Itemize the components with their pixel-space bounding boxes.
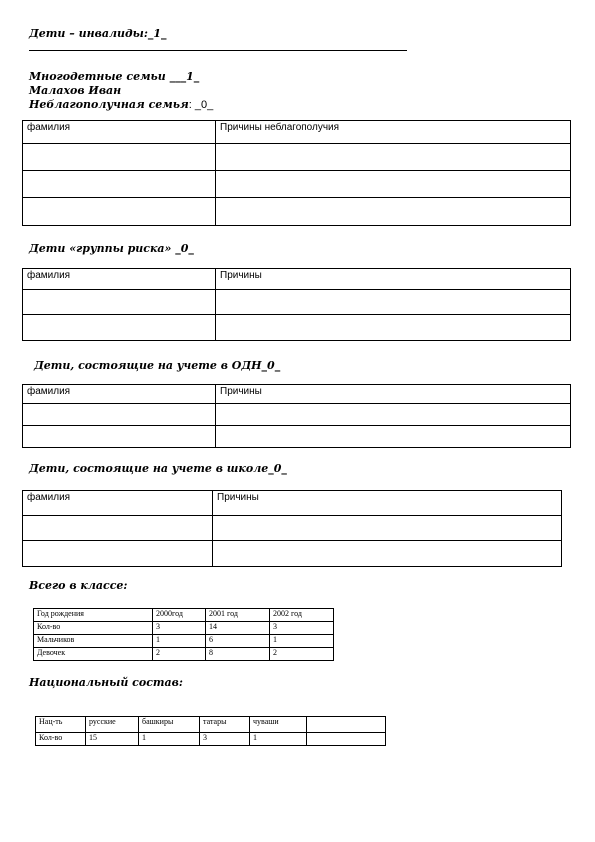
- table-row: [23, 144, 571, 171]
- school-register-heading: Дети, состоящие на учете в школе_0_: [29, 462, 287, 475]
- table-row: [34, 622, 334, 635]
- table-cell: 3: [200, 733, 250, 746]
- header-cell: 2000год: [153, 609, 206, 622]
- nationality-table: [35, 716, 386, 746]
- table-row: [23, 426, 571, 448]
- header-cell-surname: фамилия: [23, 385, 216, 404]
- header-cell-reasons: Причины: [216, 385, 571, 404]
- table-cell: [23, 290, 216, 315]
- header-cell: Нац-ть: [36, 717, 86, 733]
- table-cell: [216, 144, 571, 171]
- header-cell: [307, 717, 386, 733]
- odn-table: [22, 384, 571, 448]
- header-cell-surname: фамилия: [23, 491, 213, 516]
- class-total-heading: Всего в классе:: [29, 579, 128, 592]
- table-header-row: [23, 121, 571, 144]
- table-header-row: [23, 385, 571, 404]
- table-cell: [23, 198, 216, 226]
- class-total-table: [33, 608, 334, 661]
- table-cell: [23, 144, 216, 171]
- table-cell: 15: [86, 733, 139, 746]
- risk-group-table: [22, 268, 571, 341]
- table-header-row: [34, 609, 334, 622]
- table-cell: 1: [270, 635, 334, 648]
- table-cell: 3: [270, 622, 334, 635]
- disabled-children-line: Дети – инвалиды:_1_: [29, 27, 167, 40]
- table-row: [23, 315, 571, 341]
- dysfunctional-family-line: [29, 98, 213, 112]
- table-cell: [213, 541, 562, 567]
- header-cell: башкиры: [139, 717, 200, 733]
- table-row: [23, 290, 571, 315]
- table-cell: [23, 171, 216, 198]
- table-cell: 1: [153, 635, 206, 648]
- table-cell: [216, 171, 571, 198]
- table-cell: 3: [153, 622, 206, 635]
- table-row: [36, 733, 386, 746]
- table-cell: [213, 516, 562, 541]
- large-family-name: Малахов Иван: [29, 84, 122, 97]
- table-header-row: [23, 491, 562, 516]
- table-cell: [23, 541, 213, 567]
- header-cell: 2002 год: [270, 609, 334, 622]
- table-cell: Девочек: [34, 648, 153, 661]
- table-row: [34, 648, 334, 661]
- table-cell: Кол-во: [36, 733, 86, 746]
- table-header-row: [36, 717, 386, 733]
- table-cell: [216, 290, 571, 315]
- header-cell-reasons: Причины: [216, 269, 571, 290]
- table-cell: Мальчиков: [34, 635, 153, 648]
- dysfunctional-family-table: [22, 120, 571, 226]
- nationality-heading: Национальный состав:: [29, 676, 183, 689]
- table-row: [23, 541, 562, 567]
- odn-heading: Дети, состоящие на учете в ОДН_0_: [34, 359, 281, 372]
- table-cell: 1: [250, 733, 307, 746]
- table-cell: 6: [206, 635, 270, 648]
- header-cell-reasons: Причины: [213, 491, 562, 516]
- table-row: [23, 171, 571, 198]
- table-cell: 14: [206, 622, 270, 635]
- table-cell: [216, 198, 571, 226]
- header-cell: татары: [200, 717, 250, 733]
- table-cell: Кол-во: [34, 622, 153, 635]
- table-cell: [23, 426, 216, 448]
- large-families-line: Многодетные семьи ___1_: [29, 70, 200, 83]
- separator-line: [29, 50, 407, 51]
- school-register-table: [22, 490, 562, 567]
- table-row: [23, 404, 571, 426]
- table-cell: [23, 404, 216, 426]
- header-cell: чуваши: [250, 717, 307, 733]
- table-cell: 8: [206, 648, 270, 661]
- header-cell-reasons: Причины неблагополучия: [216, 121, 571, 144]
- table-row: [34, 635, 334, 648]
- table-cell: [23, 516, 213, 541]
- table-cell: [307, 733, 386, 746]
- header-cell: Год рождения: [34, 609, 153, 622]
- header-cell: русские: [86, 717, 139, 733]
- table-cell: [216, 315, 571, 341]
- table-cell: 2: [153, 648, 206, 661]
- table-row: [23, 516, 562, 541]
- header-cell-surname: фамилия: [23, 269, 216, 290]
- table-header-row: [23, 269, 571, 290]
- table-row: [23, 198, 571, 226]
- table-cell: 1: [139, 733, 200, 746]
- header-cell-surname: фамилия: [23, 121, 216, 144]
- table-cell: [23, 315, 216, 341]
- table-cell: 2: [270, 648, 334, 661]
- table-cell: [216, 404, 571, 426]
- table-cell: [216, 426, 571, 448]
- risk-group-heading: Дети «группы риска» _0_: [29, 242, 194, 255]
- dysfunctional-family-label: Неблагополучная семья: [29, 98, 189, 111]
- dysfunctional-family-value: : _0_: [188, 99, 214, 111]
- header-cell: 2001 год: [206, 609, 270, 622]
